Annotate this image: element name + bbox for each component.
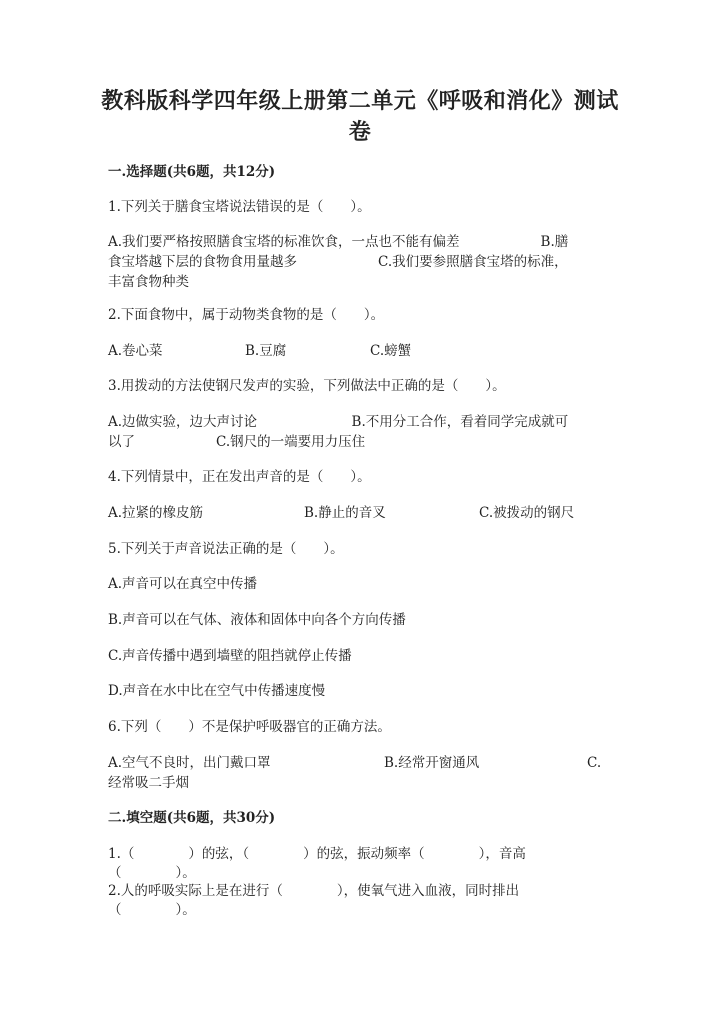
q3-options-line-2: 以了 C.钢尺的一端要用力压住 xyxy=(108,434,366,450)
fill-2-line-1: 2.人的呼吸实际上是在进行（ ），使氧气进入血液，同时排出 xyxy=(108,883,520,899)
q2-option-a: A.卷心菜 xyxy=(108,343,163,359)
fill-2-line-2: （ ）。 xyxy=(108,902,196,918)
q5-option-c: C.声音传播中遇到墙壁的阻挡就停止传播 xyxy=(108,648,352,664)
q3-options-line-1: A.边做实验，边大声讨论 B.不用分工合作，看着同学完成就可 xyxy=(108,414,569,430)
page-title: 教科版科学四年级上册第二单元《呼吸和消化》测试卷 xyxy=(101,88,619,145)
q2-option-c: C.螃蟹 xyxy=(370,343,412,359)
q4-option-a: A.拉紧的橡皮筋 xyxy=(108,505,204,521)
q5-option-a: A.声音可以在真空中传播 xyxy=(108,576,258,592)
section-1-heading: 一.选择题(共6题，共12分) xyxy=(108,164,276,180)
q6-options xyxy=(108,754,600,772)
q6-option-c-text: 经常吸二手烟 xyxy=(108,775,189,791)
q1-options-line-1: A.我们要严格按照膳食宝塔的标准饮食，一点也不能有偏差 B.膳 xyxy=(108,234,569,250)
section-2-heading: 二.填空题(共6题，共30分) xyxy=(108,810,276,826)
q2-options xyxy=(108,342,608,360)
q6-option-b: B.经常开窗通风 xyxy=(384,755,480,771)
q5-option-b: B.声音可以在气体、液体和固体中向各个方向传播 xyxy=(108,612,406,628)
q4-stem: 4.下列情景中，正在发出声音的是（ ）。 xyxy=(108,469,371,485)
q6-option-a: A.空气不良时，出门戴口罩 xyxy=(108,755,271,771)
q1-options-line-3: 丰富食物种类 xyxy=(108,274,189,290)
q1-options-line-2: 食宝塔越下层的食物食用量越多 C.我们要参照膳食宝塔的标准， xyxy=(108,254,568,270)
q6-option-c-label: C. xyxy=(587,755,602,771)
fill-1-line-2: （ ）。 xyxy=(108,865,196,881)
q3-stem: 3.用拨动的方法使钢尺发声的实验，下列做法中正确的是（ ）。 xyxy=(108,378,506,394)
q6-stem: 6.下列（ ）不是保护呼吸器官的正确方法。 xyxy=(108,719,391,735)
q4-options xyxy=(108,504,608,522)
q5-stem: 5.下列关于声音说法正确的是（ ）。 xyxy=(108,541,344,557)
q2-stem: 2.下面食物中，属于动物类食物的是（ ）。 xyxy=(108,307,385,323)
q4-option-b: B.静止的音叉 xyxy=(304,505,386,521)
q5-option-d: D.声音在水中比在空气中传播速度慢 xyxy=(108,683,326,699)
fill-1-line-1: 1.（ ）的弦，（ ）的弦，振动频率（ ），音高 xyxy=(108,846,526,862)
q4-option-c: C.被拨动的钢尺 xyxy=(479,505,575,521)
q1-stem: 1.下列关于膳食宝塔说法错误的是（ ）。 xyxy=(108,199,371,215)
q2-option-b: B.豆腐 xyxy=(245,343,287,359)
